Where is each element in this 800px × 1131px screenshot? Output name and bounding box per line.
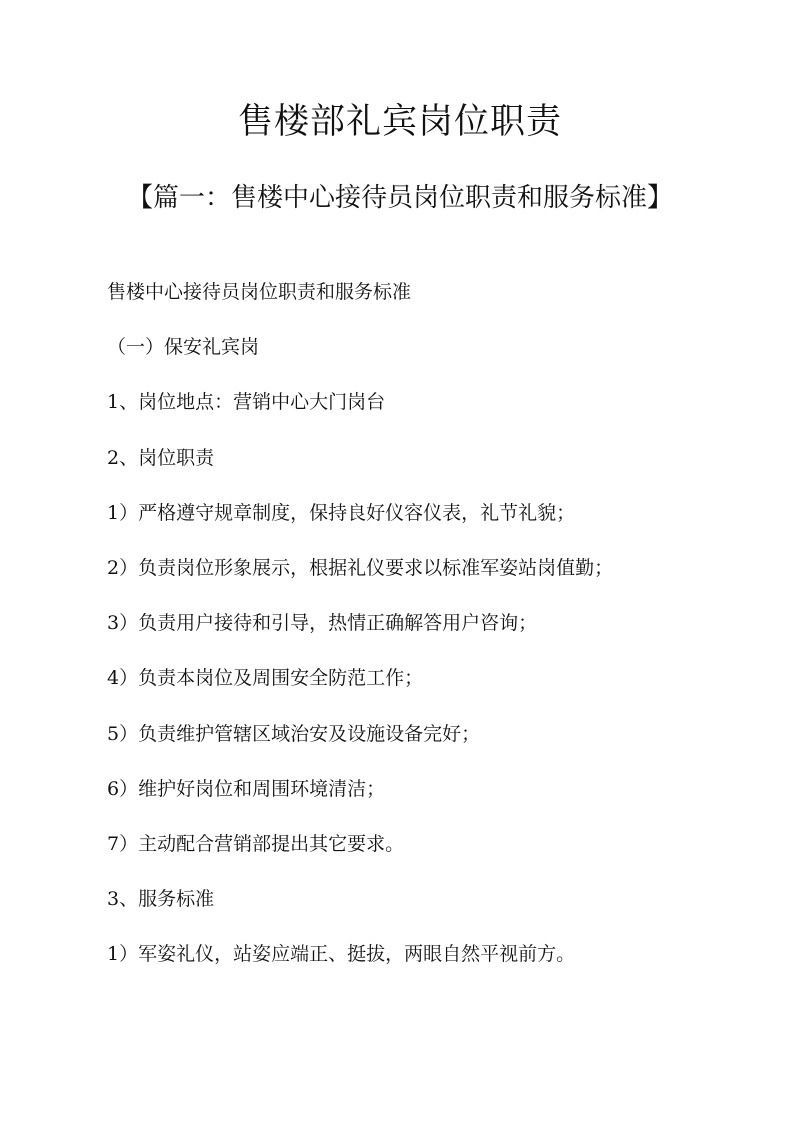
list-item: 5）负责维护管辖区域治安及设施设备完好； (107, 722, 481, 745)
subsection-heading: （一）保安礼宾岗 (107, 336, 260, 359)
document-subtitle: 【篇一：售楼中心接待员岗位职责和服务标准】 (126, 183, 673, 213)
list-item: 3）负责用户接待和引导，热情正确解答用户咨询； (107, 612, 538, 635)
list-item: 1）严格遵守规章制度，保持良好仪容仪表，礼节礼貌； (107, 501, 576, 524)
list-item: 1、岗位地点：营销中心大门岗台 (107, 391, 386, 414)
list-item: 3、服务标准 (107, 888, 215, 911)
list-item: 1）军姿礼仪，站姿应端正、挺拔，两眼自然平视前方。 (107, 943, 576, 966)
section-heading: 售楼中心接待员岗位职责和服务标准 (107, 281, 412, 303)
document-title: 售楼部礼宾岗位职责 (237, 102, 562, 142)
list-item: 4）负责本岗位及周围安全防范工作； (107, 667, 424, 690)
list-item: 7）主动配合营销部提出其它要求。 (107, 832, 405, 855)
list-item: 6）维护好岗位和周围环境清洁； (107, 777, 386, 800)
document-body (107, 276, 747, 993)
list-item: 2、岗位职责 (107, 446, 215, 469)
list-item: 2）负责岗位形象展示，根据礼仪要求以标准军姿站岗值勤； (107, 556, 614, 579)
